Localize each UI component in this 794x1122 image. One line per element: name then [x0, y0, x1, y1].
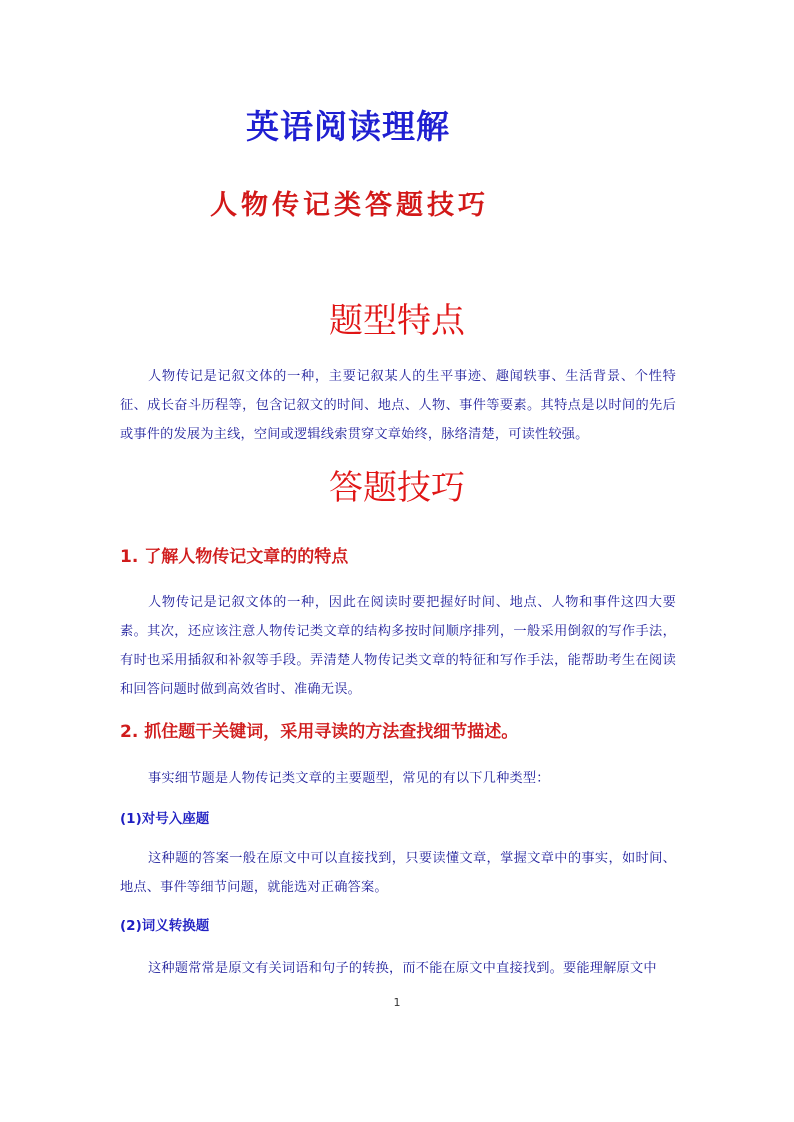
point1-heading: 1. 了解人物传记文章的的特点 [120, 547, 349, 567]
features-paragraph: 人物传记是记叙文体的一种，主要记叙某人的生平事迹、趣闻轶事、生活背景、个性特征、成长奋斗历程等，包含记叙文的时间、地点、人物、事件等要素。其特点是以时间的先后或事件的发展为主线，空间或逻辑线索贯穿文章始终，脉络清楚，可读性较强。 [120, 369, 676, 442]
sub2-heading: (2)词义转换题 [120, 918, 210, 934]
point1-paragraph: 人物传记是记叙文体的一种，因此在阅读时要把握好时间、地点、人物和事件这四大要素。其次，还应该注意人物传记类文章的结构多按时间顺序排列，一般采用倒叙的写作手法，有时也采用插叙和补叙等手段。弄清楚人物传记类文章的特征和写作手法，能帮助考生在阅读和回答问题时做到高效省时、准确无误。 [120, 595, 676, 697]
point2-paragraph: 事实细节题是人物传记类文章的主要题型，常见的有以下几种类型： [148, 771, 550, 786]
sub2-paragraph: 这种题常常是原文有关词语和句子的转换，而不能在原文中直接找到。要能理解原文中 [148, 961, 657, 976]
document-title: 英语阅读理解 [246, 107, 450, 146]
sub1-paragraph: 这种题的答案一般在原文中可以直接找到，只要读懂文章，掌握文章中的事实，如时间、地点、事件等细节问题，就能选对正确答案。 [120, 851, 676, 895]
sub1-heading: (1)对号入座题 [120, 811, 210, 827]
page-number: 1 [393, 996, 401, 1009]
point2-heading: 2. 抓住题干关键词，采用寻读的方法查找细节描述。 [120, 722, 519, 742]
section-heading-techniques: 答题技巧 [329, 468, 465, 508]
section-heading-features: 题型特点 [329, 301, 465, 341]
document-subtitle: 人物传记类答题技巧 [210, 190, 489, 221]
